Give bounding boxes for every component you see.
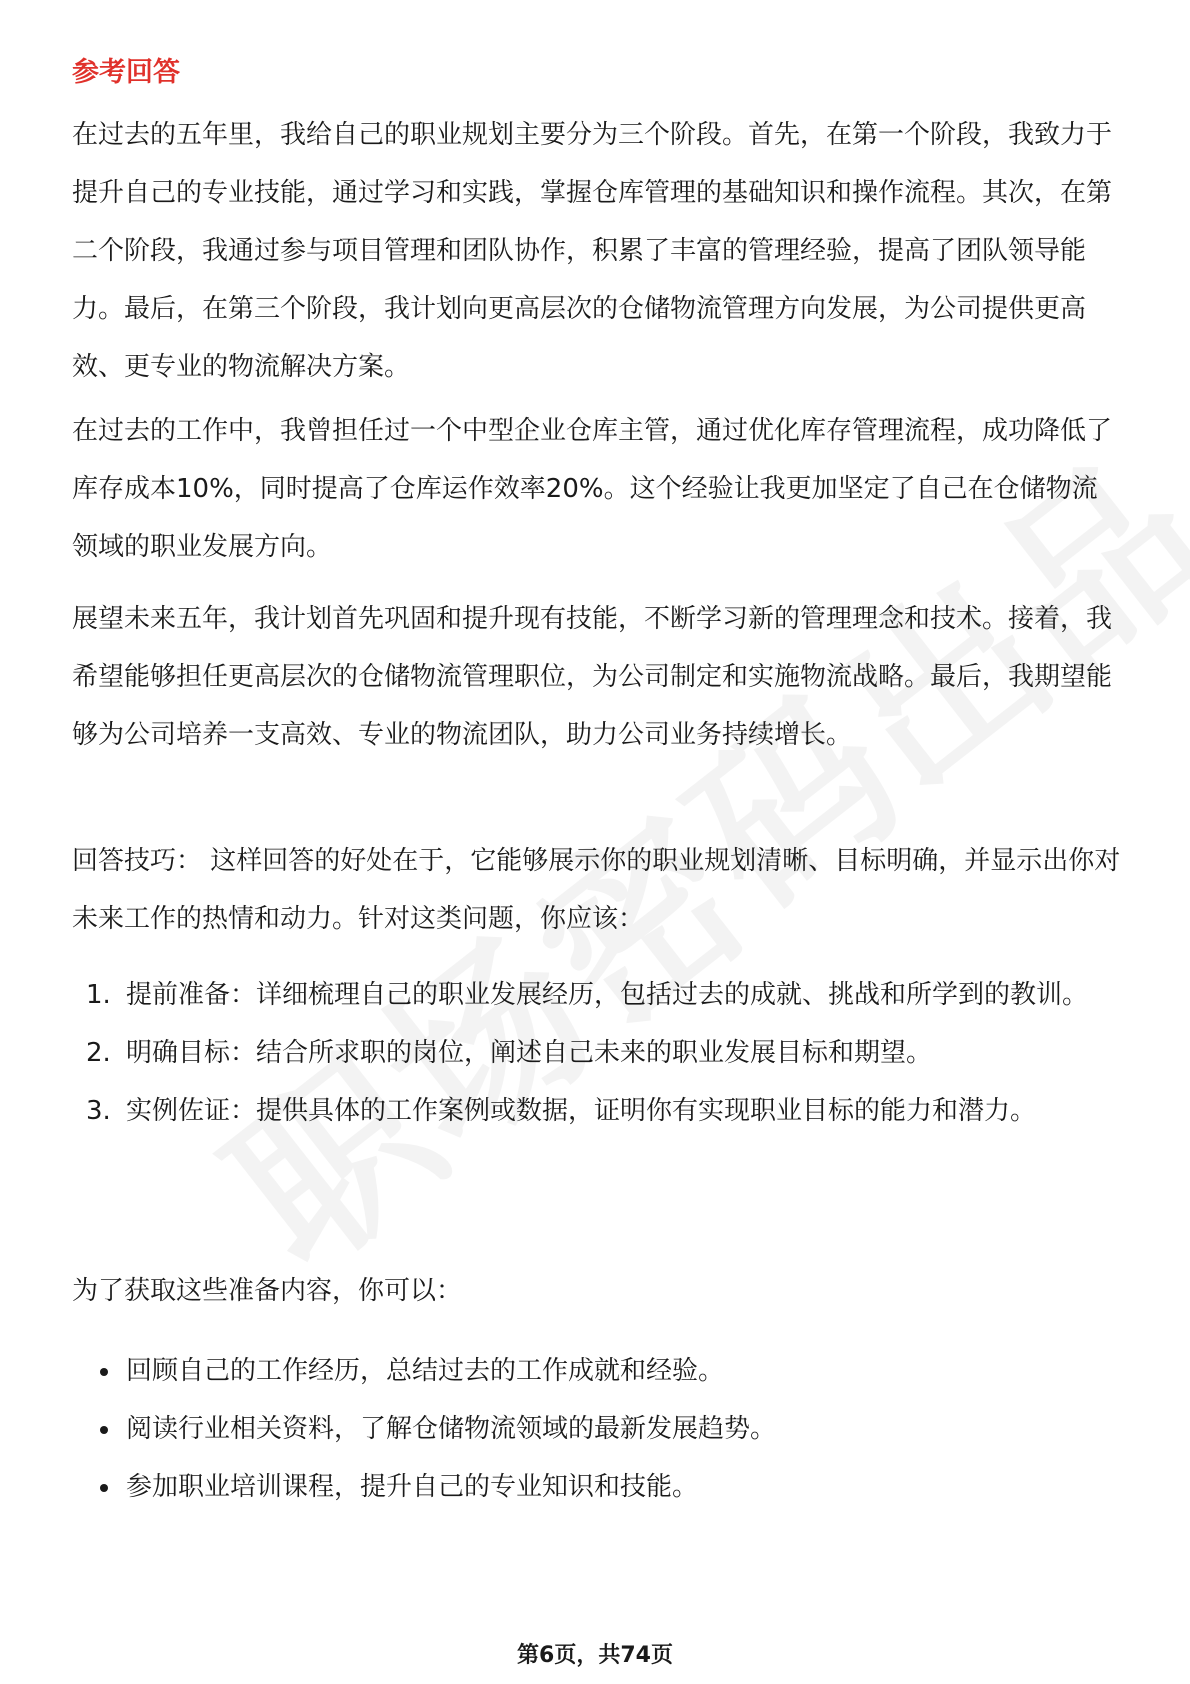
bullet-icon [100, 1368, 108, 1376]
bullet-icon [100, 1484, 108, 1492]
list-item-text: 阅读行业相关资料，了解仓储物流领域的最新发展趋势。 [126, 1414, 777, 1444]
prep-list [72, 1342, 1122, 1516]
paragraph-career-plan: 在过去的五年里，我给自己的职业规划主要分为三个阶段。首先，在第一个阶段，我致力于提升自己的专业技能，通过学习和实践，掌握仓库管理的基础知识和操作流程。其次，在第二个阶段，我通过参与项目管理和团队协作，积累了丰富的管理经验，提高了团队领导能力。最后，在第三个阶段，我计划向更高层次的仓储物流管理方向发展，为公司提供更高效、更专业的物流解决方案。 [72, 120, 1113, 382]
list-item [72, 1342, 1122, 1400]
tips-list [72, 966, 1122, 1140]
list-item [72, 1400, 1122, 1458]
list-item [72, 1082, 1122, 1140]
list-item-text: 明确目标：结合所求职的岗位，阐述自己未来的职业发展目标和期望。 [126, 1038, 933, 1068]
list-item-text: 提前准备：详细梳理自己的职业发展经历，包括过去的成就、挑战和所学到的教训。 [126, 980, 1089, 1010]
list-number: 2. [86, 1038, 111, 1068]
list-item [72, 966, 1122, 1024]
section-title: 参考回答 [72, 57, 180, 88]
paragraph-future-plan: 展望未来五年，我计划首先巩固和提升现有技能，不断学习新的管理理念和技术。接着，我希望能够担任更高层次的仓储物流管理职位，为公司制定和实施物流战略。最后，我期望能够为公司培养一支高效、专业的物流团队，助力公司业务持续增长。 [72, 604, 1113, 750]
list-item-text: 参加职业培训课程，提升自己的专业知识和技能。 [126, 1472, 699, 1502]
prep-intro: 为了获取这些准备内容，你可以： [72, 1276, 463, 1306]
paragraph-answer-tips: 回答技巧： 这样回答的好处在于，它能够展示你的职业规划清晰、目标明确，并显示出你对未来工作的热情和动力。针对这类问题，你应该： [72, 846, 1121, 934]
bullet-icon [100, 1426, 108, 1434]
page-footer: 第6页，共74页 [517, 1643, 673, 1668]
list-number: 3. [86, 1096, 111, 1126]
list-item [72, 1024, 1122, 1082]
list-item-text: 回顾自己的工作经历，总结过去的工作成就和经验。 [126, 1356, 725, 1386]
paragraph-past-experience: 在过去的工作中，我曾担任过一个中型企业仓库主管，通过优化库存管理流程，成功降低了库存成本10%，同时提高了仓库运作效率20%。这个经验让我更加坚定了自己在仓储物流领域的职业发展方向。 [72, 416, 1113, 562]
list-number: 1. [86, 980, 111, 1010]
list-item [72, 1458, 1122, 1516]
list-item-text: 实例佐证：提供具体的工作案例或数据，证明你有实现职业目标的能力和潜力。 [126, 1096, 1037, 1126]
